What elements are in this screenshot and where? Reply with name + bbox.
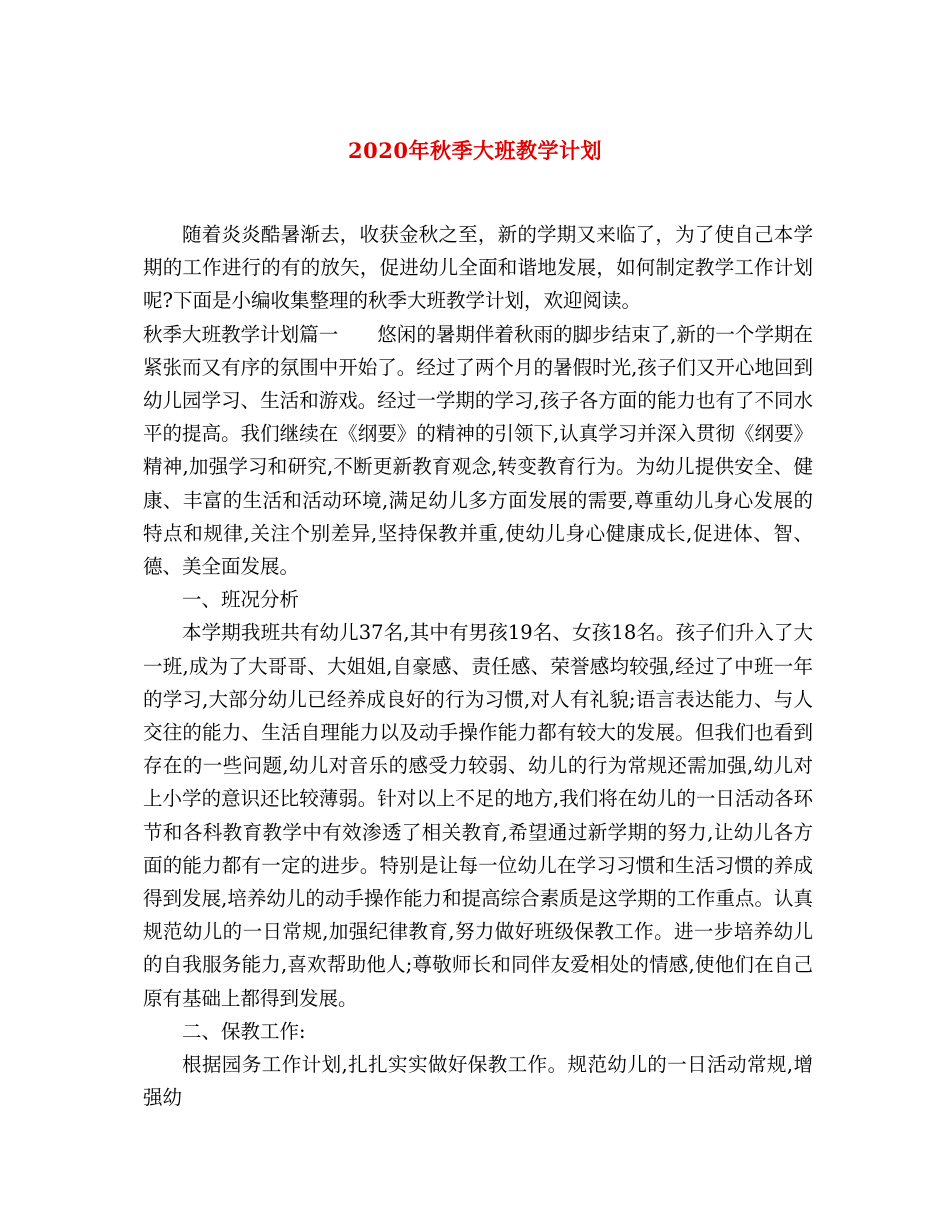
document-body [143, 218, 813, 1114]
section-heading-care-education: 二、保教工作: [182, 1019, 306, 1043]
document-title: 2020年秋季大班教学计划 [348, 138, 602, 163]
intro-paragraph: 随着炎炎酷暑渐去，收获金秋之至，新的学期又来临了，为了使自己本学期的工作进行的有的放矢，促进幼儿全面和谐地发展，如何制定教学工作计划呢?下面是小编收集整理的秋季大班教学计划，欢迎阅读。 [143, 223, 813, 313]
care-education-paragraph: 根据园务工作计划,扎扎实实做好保教工作。规范幼儿的一日活动常规,增强幼 [143, 1053, 813, 1110]
plan-part-one-paragraph: 秋季大班教学计划篇一 悠闲的暑期伴着秋雨的脚步结束了,新的一个学期在紧张而又有序的氛围中开始了。经过了两个月的暑假时光,孩子们又开心地回到幼儿园学习、生活和游戏。经过一学期的学习,孩子各方面的能力也有了不同水平的提高。我们继续在《纲要》的精神的引领下,认真学习并深入贯彻《纲要》精神,加强学习和研究,不断更新教育观念,转变教育行为。为幼儿提供安全、健康、丰富的生活和活动环境,满足幼儿多方面发展的需要,尊重幼儿身心发展的特点和规律,关注个别差异,坚持保教并重,使幼儿身心健康成长,促进体、智、德、美全面发展。 [143, 322, 813, 579]
class-analysis-paragraph: 本学期我班共有幼儿37名,其中有男孩19名、女孩18名。孩子们升入了大一班,成为了大哥哥、大姐姐,自豪感、责任感、荣誉感均较强,经过了中班一年的学习,大部分幼儿已经养成良好的行为习惯,对人有礼貌;语言表达能力、与人交往的能力、生活自理能力以及动手操作能力都有较大的发展。但我们也看到存在的一些问题,幼儿对音乐的感受力较弱、幼儿的行为常规还需加强,幼儿对上小学的意识还比较薄弱。针对以上不足的地方,我们将在幼儿的一日活动各环节和各科教育教学中有效渗透了相关教育,希望通过新学期的努力,让幼儿各方面的能力都有一定的进步。特别是让每一位幼儿在学习习惯和生活习惯的养成得到发展,培养幼儿的动手操作能力和提高综合素质是这学期的工作重点。认真规范幼儿的一日常规,加强纪律教育,努力做好班级保教工作。进一步培养幼儿的自我服务能力,喜欢帮助他人;尊敬师长和同伴友爱相处的情感,使他们在自己原有基础上都得到发展。 [143, 621, 813, 1010]
section-heading-class-analysis: 一、班况分析 [182, 588, 300, 612]
